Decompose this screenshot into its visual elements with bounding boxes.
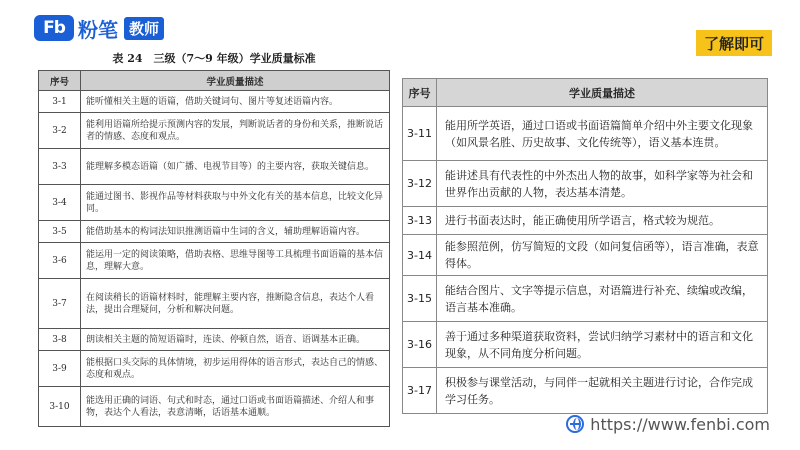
table-row <box>403 322 768 368</box>
row-number: 3-9 <box>39 351 81 387</box>
row-number: 3-2 <box>39 113 81 149</box>
left-table-header-row <box>39 71 390 91</box>
fenbi-brand-name: 粉笔 <box>78 17 118 42</box>
row-number: 3-7 <box>39 279 81 329</box>
row-number: 3-10 <box>39 387 81 427</box>
row-description: 能参照范例，仿写简短的文段（如问复信函等），语言准确，表意得体。 <box>437 235 768 276</box>
right-table-header-row <box>403 79 768 107</box>
table-title: 表 24 三级（7～9 年级）学业质量标准 <box>112 52 316 65</box>
row-number: 3-12 <box>403 161 437 207</box>
left-quality-table <box>38 70 390 427</box>
row-number: 3-8 <box>39 329 81 351</box>
row-number: 3-16 <box>403 322 437 368</box>
url-text: https://www.fenbi.com <box>590 414 770 434</box>
row-description: 积极参与课堂活动，与同伴一起就相关主题进行讨论，合作完成学习任务。 <box>437 368 768 414</box>
table-row <box>39 91 390 113</box>
row-number: 3-3 <box>39 149 81 185</box>
left-header-description: 学业质量描述 <box>81 71 390 91</box>
right-header-number: 序号 <box>403 79 437 107</box>
scanned-table-panel <box>38 48 390 428</box>
row-number: 3-11 <box>403 107 437 161</box>
row-number: 3-6 <box>39 243 81 279</box>
row-description: 进行书面表达时，能正确使用所学语言，格式较为规范。 <box>437 207 768 235</box>
table-row <box>39 149 390 185</box>
fenbi-logo-mark: Fb <box>34 15 74 41</box>
row-description: 能选用正确的词语、句式和时态，通过口语或书面语篇描述、介绍人和事物，表达个人看法，表意清晰，话语基本通顺。 <box>81 387 390 427</box>
understand-only-badge: 了解即可 <box>696 30 772 56</box>
table-row <box>403 107 768 161</box>
row-description: 能通过图书、影视作品等材料获取与中外文化有关的基本信息，比较文化异同。 <box>81 185 390 221</box>
row-number: 3-4 <box>39 185 81 221</box>
table-row <box>403 368 768 414</box>
left-header-number: 序号 <box>39 71 81 91</box>
table-row <box>39 351 390 387</box>
table-row <box>403 161 768 207</box>
fenbi-logo <box>34 14 164 42</box>
fenbi-url[interactable] <box>566 412 770 436</box>
row-number: 3-17 <box>403 368 437 414</box>
row-description: 能讲述具有代表性的中外杰出人物的故事，如科学家等为社会和世界作出贡献的人物，表达基本清楚。 <box>437 161 768 207</box>
row-number: 3-15 <box>403 276 437 322</box>
table-row <box>39 221 390 243</box>
row-description: 朗读相关主题的简短语篇时，连读、停顿自然，语音、语调基本正确。 <box>81 329 390 351</box>
row-description: 善于通过多种渠道获取资料，尝试归纳学习素材中的语言和文化现象，从不同角度分析问题。 <box>437 322 768 368</box>
table-row <box>403 276 768 322</box>
row-description: 能结合图片、文字等提示信息，对语篇进行补充、续编或改编，语言基本准确。 <box>437 276 768 322</box>
table-row <box>39 279 390 329</box>
table-row <box>39 243 390 279</box>
row-description: 能用所学英语，通过口语或书面语篇简单介绍中外主要文化现象（如风景名胜、历史故事、文化传统等），语义基本连贯。 <box>437 107 768 161</box>
teacher-tag: 教师 <box>124 17 164 40</box>
table-row <box>403 235 768 276</box>
row-description: 在阅读稍长的语篇材料时，能理解主要内容，推断隐含信息，表达个人看法，提出合理疑问，分析和解决问题。 <box>81 279 390 329</box>
table-row <box>403 207 768 235</box>
row-number: 3-5 <box>39 221 81 243</box>
table-row <box>39 185 390 221</box>
right-quality-table <box>402 78 768 414</box>
row-description: 能利用语篇所给提示预测内容的发展，判断说话者的身份和关系，推断说话者的情感、态度和观点。 <box>81 113 390 149</box>
row-description: 能运用一定的阅读策略，借助表格、思维导图等工具梳理书面语篇的基本信息，理解大意。 <box>81 243 390 279</box>
row-number: 3-14 <box>403 235 437 276</box>
right-header-description: 学业质量描述 <box>437 79 768 107</box>
table-row <box>39 387 390 427</box>
row-number: 3-1 <box>39 91 81 113</box>
table-row <box>39 329 390 351</box>
table-row <box>39 113 390 149</box>
row-description: 能借助基本的构词法知识推测语篇中生词的含义，辅助理解语篇内容。 <box>81 221 390 243</box>
row-number: 3-13 <box>403 207 437 235</box>
globe-icon <box>566 415 584 433</box>
row-description: 能根据口头交际的具体情境，初步运用得体的语言形式，表达自己的情感、态度和观点。 <box>81 351 390 387</box>
row-description: 能理解多模态语篇（如广播、电视节目等）的主要内容，获取关键信息。 <box>81 149 390 185</box>
row-description: 能听懂相关主题的语篇，借助关键词句、图片等复述语篇内容。 <box>81 91 390 113</box>
